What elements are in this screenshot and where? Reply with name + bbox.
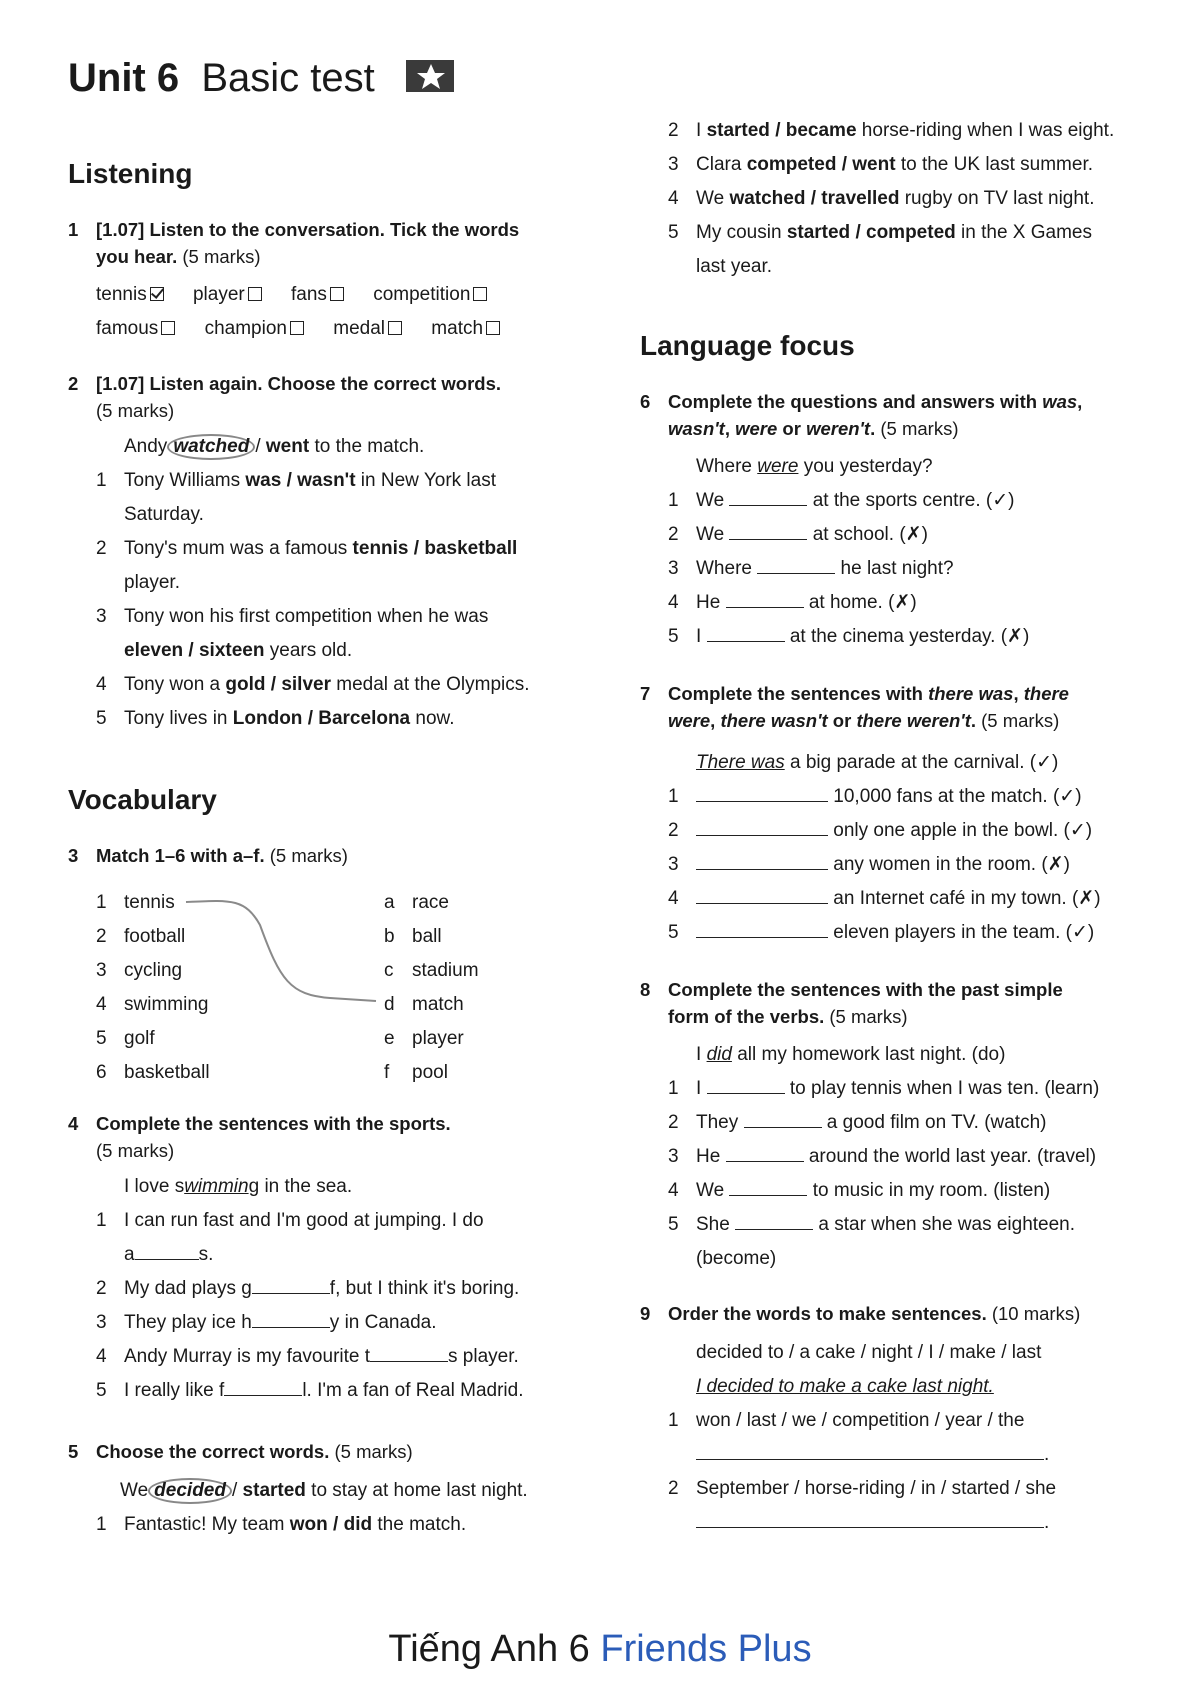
question-line: 2 They a good film on TV. (watch) (668, 1106, 1046, 1140)
example-answer: I decided to make a cake last night. (696, 1376, 994, 1397)
question-line: 2 Tony's mum was a famous tennis / basketball (96, 538, 518, 559)
question-line: 4 Andy Murray is my favourite t s player. (96, 1340, 519, 1374)
exercise-instruction: Match 1–6 with a–f. (5 marks) (96, 845, 348, 866)
exercise-5: 5 Choose the correct words. (5 marks) (68, 1438, 588, 1465)
question-line: 5 She a star when she was eighteen. (668, 1208, 1075, 1242)
question-line: 2 We at school. (✗) (668, 518, 928, 552)
question-line: 3 They play ice h y in Canada. (96, 1306, 436, 1340)
question-line: 1 I to play tennis when I was ten. (learn) (668, 1072, 1099, 1106)
answer-blank[interactable] (729, 1176, 807, 1196)
question-line: 1 We at the sports centre. (✓) (668, 484, 1015, 518)
example-line: Where were you yesterday? (696, 456, 933, 477)
checkbox-checked[interactable] (150, 287, 164, 301)
question-line: 4 We to music in my room. (listen) (668, 1174, 1050, 1208)
question-line: 3 He around the world last year. (travel) (668, 1140, 1096, 1174)
question-line: 3 any women in the room. (✗) (668, 848, 1070, 882)
match-right-item: b ball (384, 926, 442, 947)
question-line: a s. (124, 1238, 213, 1272)
exercise-number: 1 (68, 219, 79, 240)
question-line: 1 Tony Williams was / wasn't in New York last (96, 470, 496, 491)
exercise-instruction: Choose the correct words. (5 marks) (96, 1441, 413, 1462)
match-left-item: 1 tennis (96, 892, 175, 913)
tick-row-2: famous champion medal match (96, 312, 500, 346)
question-line: 2 only one apple in the bowl. (✓) (668, 814, 1092, 848)
match-left-item: 2 football (96, 926, 186, 947)
example-line: We decided / started to stay at home last night. (120, 1474, 528, 1508)
test-title: Basic test (201, 56, 375, 100)
exercise-8: 8 Complete the sentences with the past simple form of the verbs. (5 marks) (640, 976, 1160, 1030)
answer-blank[interactable] (696, 850, 828, 870)
answer-blank[interactable] (696, 918, 828, 938)
checkbox[interactable] (486, 321, 500, 335)
question-line: 5 I at the cinema yesterday. (✗) (668, 620, 1029, 654)
question-line: 4 We watched / travelled rugby on TV last night. (668, 188, 1095, 209)
tick-row-1: tennis player fans competition (96, 278, 487, 312)
question-line: 5 Tony lives in London / Barcelona now. (96, 708, 455, 729)
question-line: Saturday. (124, 504, 204, 525)
answer-blank[interactable] (696, 1508, 1044, 1528)
example-line: There was a big parade at the carnival. (✓) (696, 752, 1059, 773)
exercise-4: 4 Complete the sentences with the sports. (5 marks) (68, 1110, 588, 1164)
example-words: decided to / a cake / night / I / make / last (696, 1342, 1042, 1363)
checkbox[interactable] (290, 321, 304, 335)
question-line: 3 Where he last night? (668, 552, 954, 586)
circled-answer: decided (148, 1478, 232, 1504)
star-badge-icon (406, 60, 454, 92)
section-vocabulary: Vocabulary (68, 784, 217, 815)
question-line: 4 Tony won a gold / silver medal at the Olympics. (96, 674, 530, 695)
checkbox[interactable] (388, 321, 402, 335)
question-line: 2 I started / became horse-riding when I was eight. (668, 120, 1115, 141)
question-line: 3 Clara competed / went to the UK last summer. (668, 154, 1094, 175)
exercise-instruction: Complete the sentences with there was, there were, there wasn't or there weren't. (5 marks) (668, 683, 1069, 731)
exercise-instruction: [1.07] Listen again. Choose the correct words. (5 marks) (96, 373, 502, 421)
section-listening: Listening (68, 158, 193, 189)
answer-blank[interactable] (696, 884, 828, 904)
answer-blank[interactable] (224, 1376, 302, 1396)
match-right-item: c stadium (384, 960, 479, 981)
answer-blank[interactable] (744, 1108, 822, 1128)
answer-blank[interactable] (726, 1142, 804, 1162)
question-line: last year. (696, 256, 773, 277)
question-line: 1 10,000 fans at the match. (✓) (668, 780, 1082, 814)
answer-blank[interactable] (707, 622, 785, 642)
question-line: 1 won / last / we / competition / year / the (668, 1410, 1025, 1431)
answer-blank[interactable] (726, 588, 804, 608)
answer-blank[interactable] (696, 1440, 1044, 1460)
checkbox[interactable] (161, 321, 175, 335)
answer-blank[interactable] (729, 520, 807, 540)
question-line: 4 He at home. (✗) (668, 586, 917, 620)
question-line: eleven / sixteen years old. (124, 640, 353, 661)
question-line: 3 Tony won his first competition when he was (96, 606, 489, 627)
match-left-item: 3 cycling (96, 960, 183, 981)
answer-blank[interactable] (696, 782, 828, 802)
answer-blank[interactable] (729, 486, 807, 506)
answer-blank[interactable] (370, 1342, 448, 1362)
match-left-item: 4 swimming (96, 994, 209, 1015)
match-right-item: a race (384, 892, 449, 913)
question-line: 1 Fantastic! My team won / did the match. (96, 1514, 467, 1535)
answer-blank[interactable] (135, 1240, 199, 1260)
exercise-1 (68, 216, 588, 270)
exercise-3: 3 Match 1–6 with a–f. (5 marks) (68, 842, 588, 869)
exercise-6: 6 Complete the questions and answers with was, wasn't, were or weren't. (5 marks) (640, 388, 1160, 442)
match-right-item: e player (384, 1028, 464, 1049)
match-right-item: d match (384, 994, 464, 1015)
exercise-9: 9 Order the words to make sentences. (10 marks) (640, 1300, 1160, 1327)
page-title (68, 56, 454, 101)
exercise-instruction: Order the words to make sentences. (10 marks) (668, 1303, 1081, 1324)
example-line: I did all my homework last night. (do) (696, 1044, 1006, 1065)
exercise-7: 7 Complete the sentences with there was, there were, there wasn't or there weren't. (5 marks) (640, 680, 1160, 734)
circled-answer: watched (167, 434, 255, 460)
exercise-instruction: Complete the questions and answers with was, wasn't, were or weren't. (5 marks) (668, 391, 1083, 439)
question-line: (become) (696, 1248, 777, 1269)
question-line: 2 September / horse-riding / in / started / she (668, 1478, 1057, 1499)
example-line: I love swimming in the sea. (124, 1176, 353, 1197)
answer-line: . (696, 1506, 1049, 1540)
question-line: 5 I really like f l. I'm a fan of Real Madrid. (96, 1374, 523, 1408)
section-language-focus: Language focus (640, 330, 855, 361)
answer-blank[interactable] (707, 1074, 785, 1094)
exercise-instruction: Complete the sentences with the sports. (5 marks) (96, 1113, 451, 1161)
checkbox[interactable] (473, 287, 487, 301)
answer-line: . (696, 1438, 1049, 1472)
question-line: 4 an Internet café in my town. (✗) (668, 882, 1101, 916)
checkbox[interactable] (330, 287, 344, 301)
match-left-item: 6 basketball (96, 1062, 210, 1083)
answer-blank[interactable] (757, 554, 835, 574)
answer-blank[interactable] (252, 1308, 330, 1328)
exercise-instruction: [1.07] Listen to the conversation. Tick the words you hear. (5 marks) (96, 219, 520, 267)
match-right-item: f pool (384, 1062, 448, 1083)
exercise-2: 2 [1.07] Listen again. Choose the correct words. (5 marks) (68, 370, 588, 424)
unit-label: Unit 6 (68, 56, 180, 100)
question-line: 5 My cousin started / competed in the X Games (668, 222, 1092, 243)
question-line: 2 My dad plays g f, but I think it's boring. (96, 1272, 519, 1306)
question-line: 5 eleven players in the team. (✓) (668, 916, 1094, 950)
checkbox[interactable] (248, 287, 262, 301)
example-line: Andy watched / went to the match. (124, 430, 424, 464)
footer-brand: Tiếng Anh 6 Friends Plus (388, 1628, 812, 1670)
answer-blank[interactable] (252, 1274, 330, 1294)
question-line: 1 I can run fast and I'm good at jumping. I do (96, 1210, 484, 1231)
question-line: player. (124, 572, 180, 593)
answer-blank[interactable] (696, 816, 828, 836)
answer-blank[interactable] (735, 1210, 813, 1230)
exercise-instruction: Complete the sentences with the past simple form of the verbs. (5 marks) (668, 979, 1063, 1027)
match-left-item: 5 golf (96, 1028, 155, 1049)
